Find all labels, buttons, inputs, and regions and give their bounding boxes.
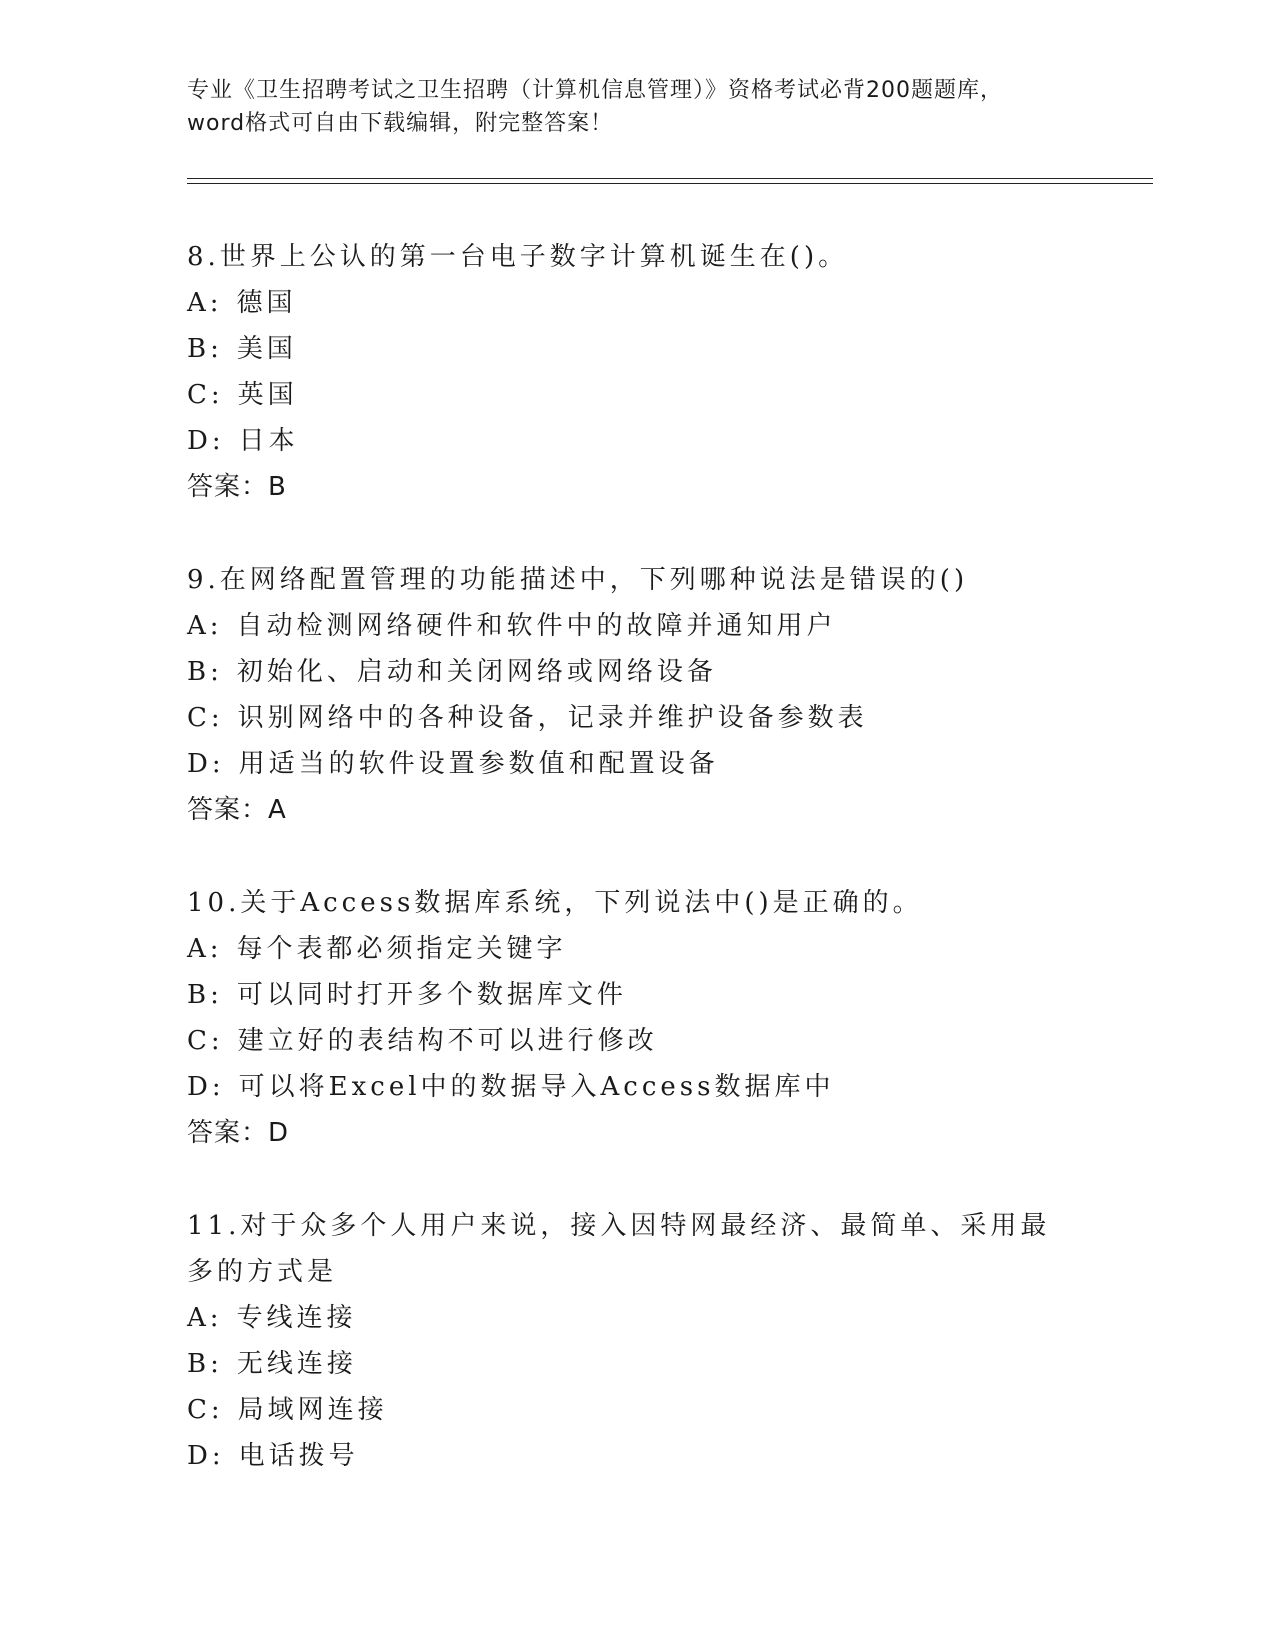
option-c: [187, 1018, 1087, 1064]
option-d: [187, 1064, 1087, 1110]
option-text: 英国: [237, 380, 298, 410]
header-rule-bottom: [187, 183, 1153, 184]
option-label: B:: [187, 657, 223, 687]
option-label: C:: [187, 380, 224, 410]
option-d: [187, 418, 1087, 464]
header-line-2: word格式可自由下载编辑，附完整答案！: [187, 111, 614, 136]
option-text: 美国: [236, 334, 297, 364]
option-a: [187, 1295, 1087, 1341]
option-label: B:: [187, 334, 223, 364]
option-text: 专线连接: [236, 1303, 357, 1333]
option-text: 识别网络中的各种设备，记录并维护设备参数表: [237, 703, 868, 733]
option-text: 初始化、启动和关闭网络或网络设备: [236, 657, 717, 687]
option-d: [187, 1433, 1087, 1479]
option-c: [187, 695, 1087, 741]
option-label: A:: [187, 611, 223, 641]
option-a: [187, 926, 1087, 972]
option-d: [187, 741, 1087, 787]
option-b: [187, 1341, 1087, 1387]
option-label: A:: [187, 1303, 223, 1333]
option-text: 可以将Excel中的数据导入Access数据库中: [238, 1072, 835, 1102]
option-text: 日本: [238, 426, 299, 456]
option-label: B:: [187, 980, 223, 1010]
answer-line: 答案：D: [187, 1118, 290, 1148]
option-label: D:: [187, 426, 225, 456]
option-label: D:: [187, 749, 225, 779]
option-label: B:: [187, 1349, 223, 1379]
option-text: 建立好的表结构不可以进行修改: [237, 1026, 658, 1056]
question-stem: 9.在网络配置管理的功能描述中，下列哪种说法是错误的(): [187, 565, 969, 595]
option-label: A:: [187, 934, 223, 964]
header-line-1: 专业《卫生招聘考试之卫生招聘（计算机信息管理）》资格考试必背200题题库，: [187, 78, 1003, 103]
option-a: [187, 603, 1087, 649]
question-8: [187, 234, 1087, 510]
header-rule-top: [187, 178, 1153, 179]
question-11: [187, 1203, 1087, 1479]
option-label: A:: [187, 288, 223, 318]
question-9: [187, 557, 1087, 833]
option-b: [187, 972, 1087, 1018]
option-text: 每个表都必须指定关键字: [236, 934, 567, 964]
option-label: C:: [187, 703, 224, 733]
option-b: [187, 649, 1087, 695]
option-b: [187, 326, 1087, 372]
option-c: [187, 1387, 1087, 1433]
option-label: D:: [187, 1072, 225, 1102]
option-text: 德国: [236, 288, 297, 318]
option-text: 电话拨号: [238, 1441, 359, 1471]
document-header: [187, 74, 1087, 140]
question-10: [187, 880, 1087, 1156]
question-stem: 8.世界上公认的第一台电子数字计算机诞生在()。: [187, 242, 849, 272]
question-list: [187, 234, 1087, 1526]
option-text: 无线连接: [236, 1349, 357, 1379]
option-text: 可以同时打开多个数据库文件: [236, 980, 627, 1010]
question-stem: 10.关于Access数据库系统，下列说法中()是正确的。: [187, 888, 923, 918]
option-text: 局域网连接: [237, 1395, 388, 1425]
answer-line: 答案：B: [187, 472, 287, 502]
option-text: 用适当的软件设置参数值和配置设备: [238, 749, 719, 779]
option-label: D:: [187, 1441, 225, 1471]
answer-line: 答案：A: [187, 795, 287, 825]
option-label: C:: [187, 1026, 224, 1056]
option-label: C:: [187, 1395, 224, 1425]
question-stem: 11.对于众多个人用户来说，接入因特网最经济、最简单、采用最多的方式是: [187, 1211, 1051, 1287]
option-text: 自动检测网络硬件和软件中的故障并通知用户: [236, 611, 837, 641]
option-a: [187, 280, 1087, 326]
option-c: [187, 372, 1087, 418]
